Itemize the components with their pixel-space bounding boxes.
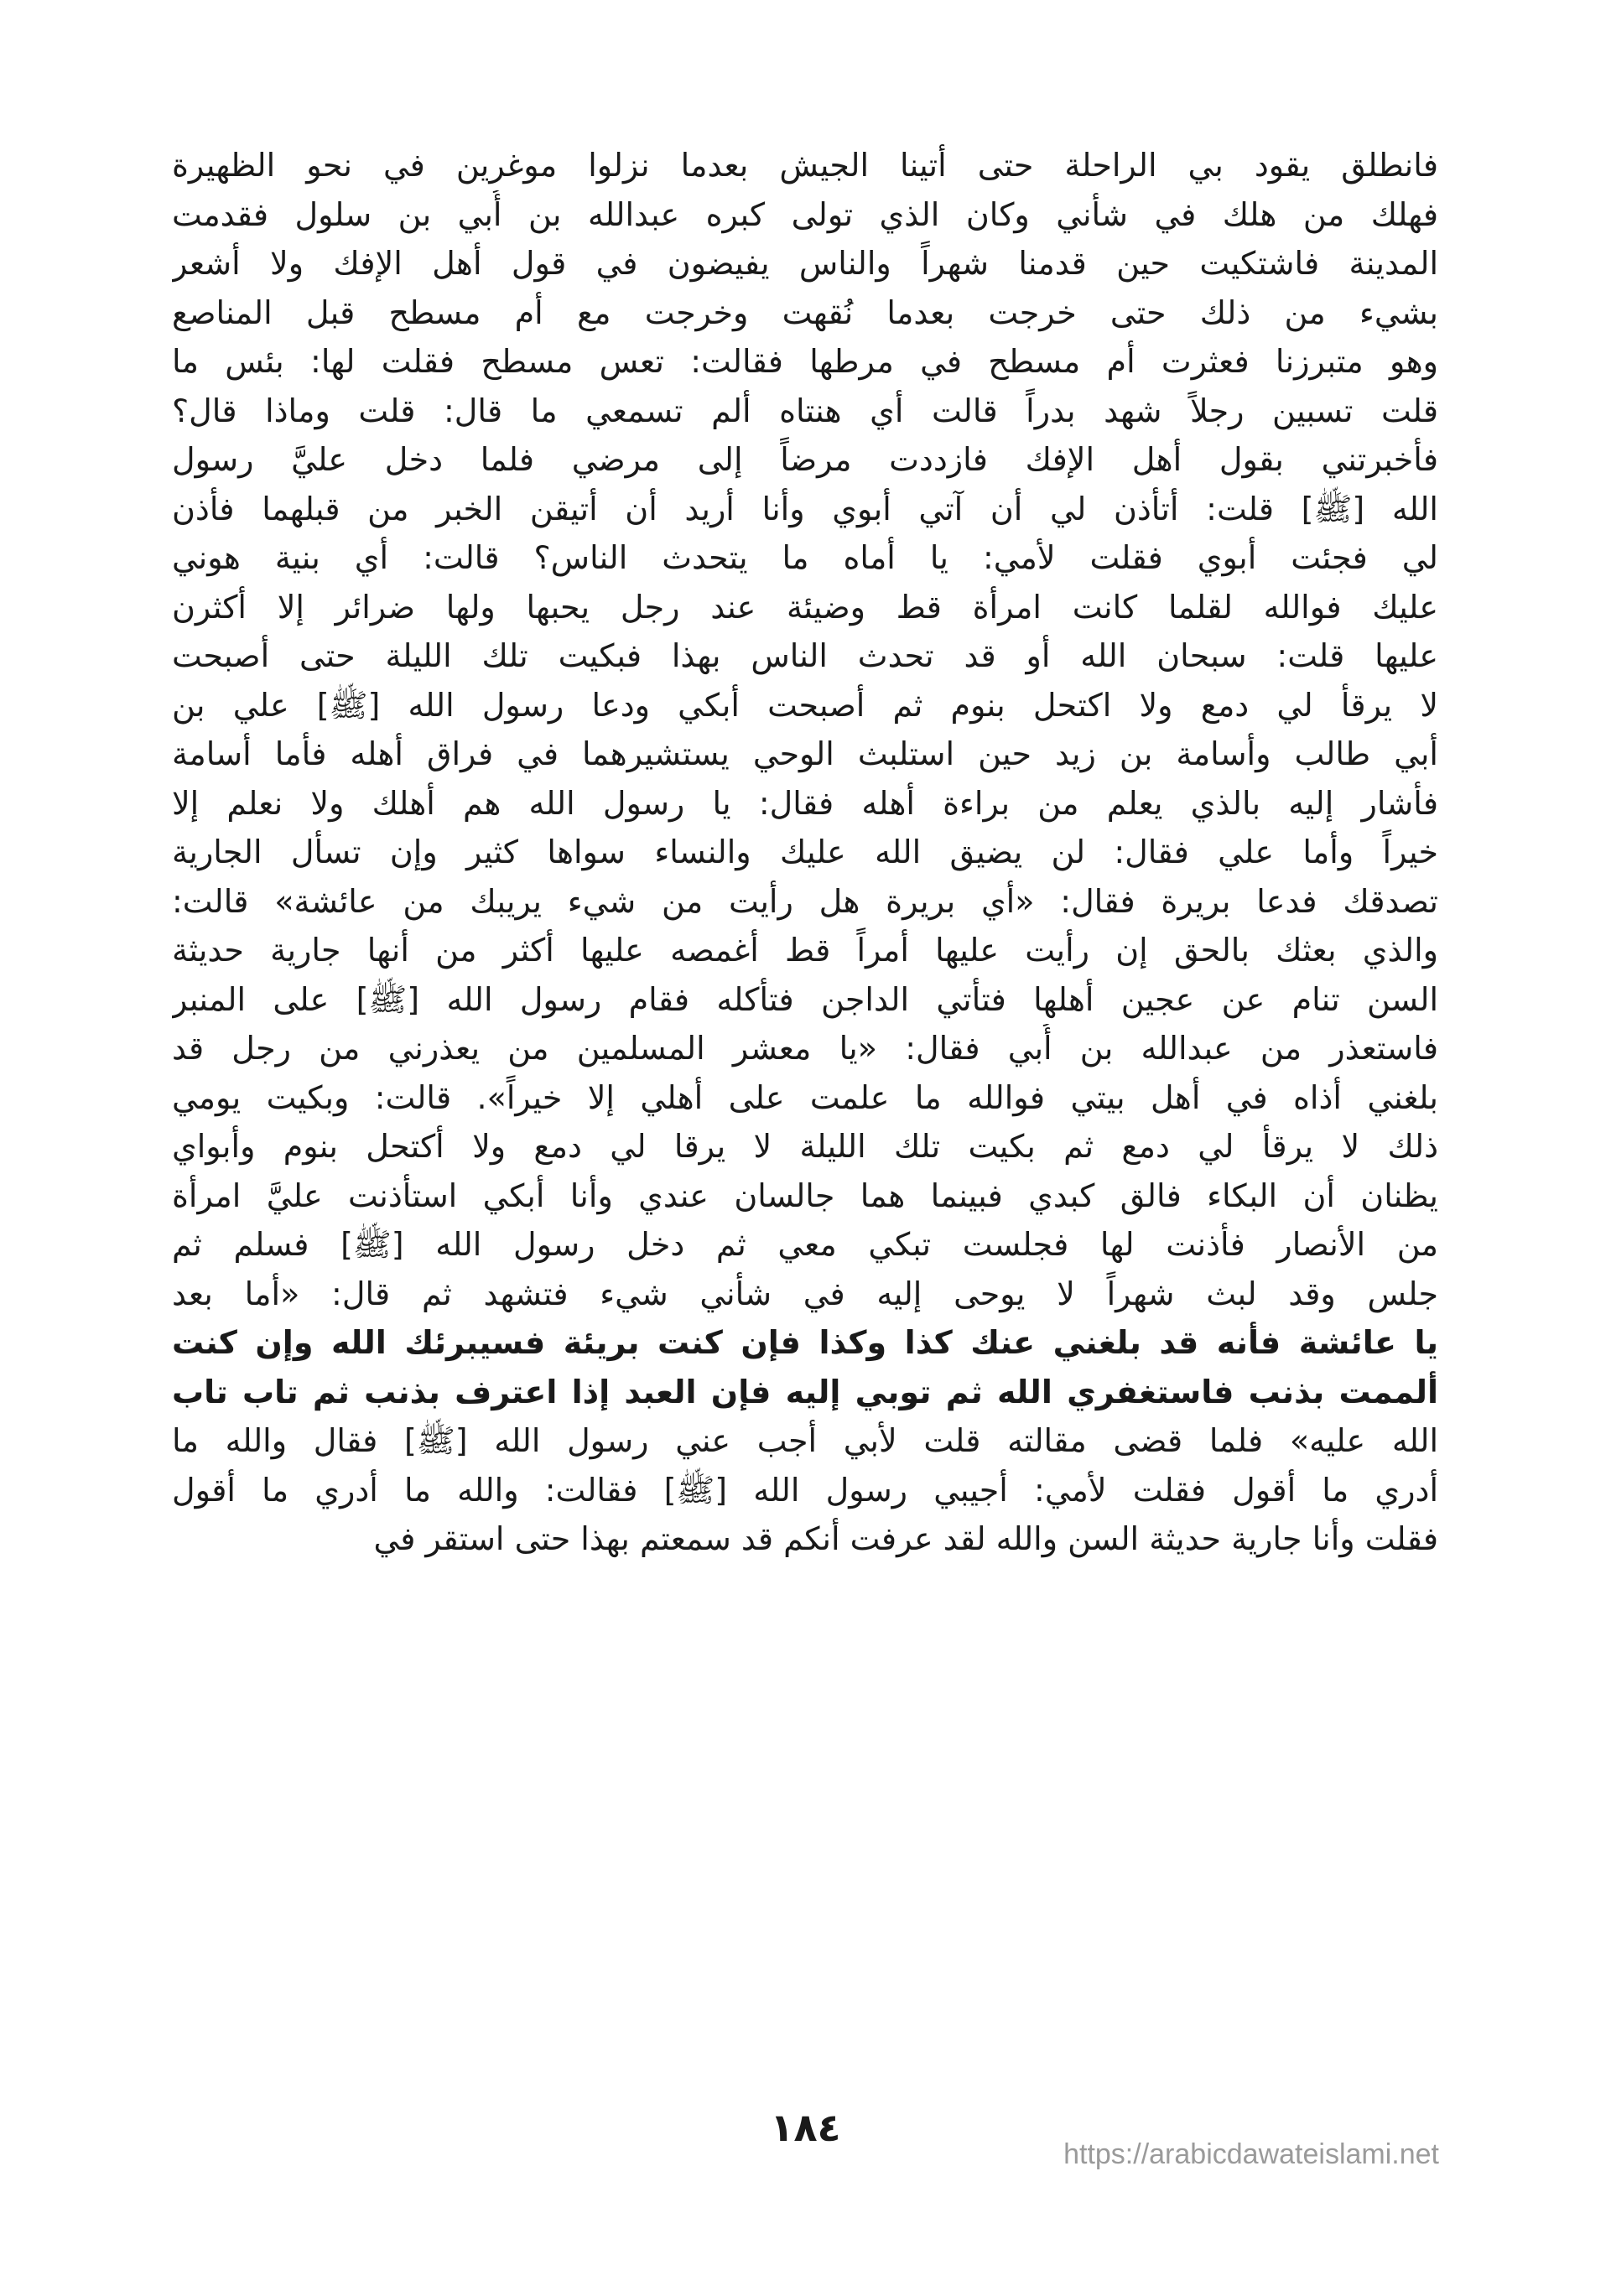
text-line-9: لي فجئت أبوي فقلت لأمي: يا أماه ما يتحدث الناس؟ قالت: أي بنية هوني xyxy=(172,539,1438,576)
watermark-url: https://arabicdawateislami.net xyxy=(1063,2138,1439,2170)
text-line-6: قلت تسبين رجلاً شهد بدراً قالت أي هنتاه ألم تسمعي ما قال: قلت وماذا قال؟ xyxy=(172,392,1438,429)
text-line-20: بلغني أذاه في أهل بيتي فوالله ما علمت على أهلي إلا خيراً». قالت: وبكيت يومي xyxy=(172,1078,1438,1116)
page-number: ١٨٤ xyxy=(770,2105,841,2150)
text-line-10: عليك فوالله لقلما كانت امرأة قط وضيئة عند رجل يحبها ولها ضرائر إلا أكثرن xyxy=(172,588,1438,626)
text-line-28: أدري ما أقول فقلت لأمي: أجيبي رسول الله [ﷺ] فقالت: والله ما أدري ما أقول xyxy=(172,1471,1438,1509)
text-line-24: جلس وقد لبث شهراً لا يوحى إليه في شأني شيء فتشهد ثم قال: «أما بعد xyxy=(172,1275,1438,1312)
text-line-18: السن تنام عن عجين أهلها فتأتي الداجن فتأكله فقام رسول الله [ﷺ] على المنبر xyxy=(172,980,1438,1018)
text-line-21: ذلك لا يرقأ لي دمع ثم بكيت تلك الليلة لا يرقا لي دمع ولا أكتحل بنوم وأبواي xyxy=(172,1128,1438,1165)
text-line-13: أبي طالب وأسامة بن زيد حين استلبث الوحي يستشيرهما في فراق أهله فأما أسامة xyxy=(172,735,1438,772)
text-line-12: لا يرقأ لي دمع ولا اكتحل بنوم ثم أصبحت أبكي ودعا رسول الله [ﷺ] علي بن xyxy=(172,686,1438,724)
text-line-25: يا عائشة فأنه قد بلغني عنك كذا وكذا فإن كنت بريئة فسيبرئك الله وإن كنت xyxy=(172,1324,1438,1361)
text-line-14: فأشار إليه بالذي يعلم من براءة أهله فقال: يا رسول الله هم أهلك ولا نعلم إلا xyxy=(172,784,1438,822)
text-line-4: بشيء من ذلك حتى خرجت بعدما نُقهت وخرجت مع أم مسطح قبل المناصع xyxy=(172,293,1438,331)
text-line-27: الله عليه» فلما قضى مقالته قلت لأبي أجب عني رسول الله [ﷺ] فقال والله ما xyxy=(172,1422,1438,1459)
body-text xyxy=(172,141,1438,1564)
text-line-16: تصدقك فدعا بريرة فقال: «أي بريرة هل رأيت من شيء يريبك من عائشة» قالت: xyxy=(172,882,1438,920)
text-line-5: وهو متبرزنا فعثرت أم مسطح في مرطها فقالت: تعس مسطح فقلت لها: بئس ما xyxy=(172,343,1438,380)
text-line-19: فاستعذر من عبدالله بن أُبي فقال: «يا معشر المسلمين من يعذرني من رجل قد xyxy=(172,1030,1438,1067)
text-line-2: فهلك من هلك في شأني وكان الذي تولى كبره عبدالله بن أُبي بن سلول فقدمت xyxy=(172,195,1438,233)
text-line-7: فأخبرتني بقول أهل الإفك فازددت مرضاً إلى مرضي فلما دخل عليَّ رسول xyxy=(172,441,1438,478)
text-line-17: والذي بعثك بالحق إن رأيت عليها أمراً قط أغمصه عليها أكثر من أنها جارية حديثة xyxy=(172,932,1438,969)
text-line-11: عليها قلت: سبحان الله أو قد تحدث الناس بهذا فبكيت تلك الليلة حتى أصبحت xyxy=(172,637,1438,674)
text-line-3: المدينة فاشتكيت حين قدمنا شهراً والناس يفيضون في قول أهل الإفك ولا أشعر xyxy=(172,245,1438,282)
text-line-23: من الأنصار فأذنت لها فجلست تبكي معي ثم دخل رسول الله [ﷺ] فسلم ثم xyxy=(172,1226,1438,1263)
text-line-29: فقلت وأنا جارية حديثة السن والله لقد عرفت أنكم قد سمعتم بهذا حتى استقر في xyxy=(373,1520,1438,1557)
text-line-22: يظنان أن البكاء فالق كبدي فبينما هما جالسان عندي وأنا أبكي استأذنت عليَّ امرأة xyxy=(172,1177,1438,1214)
text-line-1: فانطلق يقود بي الراحلة حتى أتينا الجيش بعدما نزلوا موغرين في نحو الظهيرة xyxy=(172,147,1438,184)
text-line-26: ألممت بذنب فاستغفري الله ثم توبي إليه فإن العبد إذا اعترف بذنب ثم تاب تاب xyxy=(172,1373,1438,1410)
text-line-15: خيراً وأما علي فقال: لن يضيق الله عليك والنساء سواها كثير وإن تسأل الجارية xyxy=(172,834,1438,870)
text-line-8: الله [ﷺ] قلت: أتأذن لي أن آتي أبوي وأنا أريد أن أتيقن الخبر من قبلهما فأذن xyxy=(172,490,1438,527)
